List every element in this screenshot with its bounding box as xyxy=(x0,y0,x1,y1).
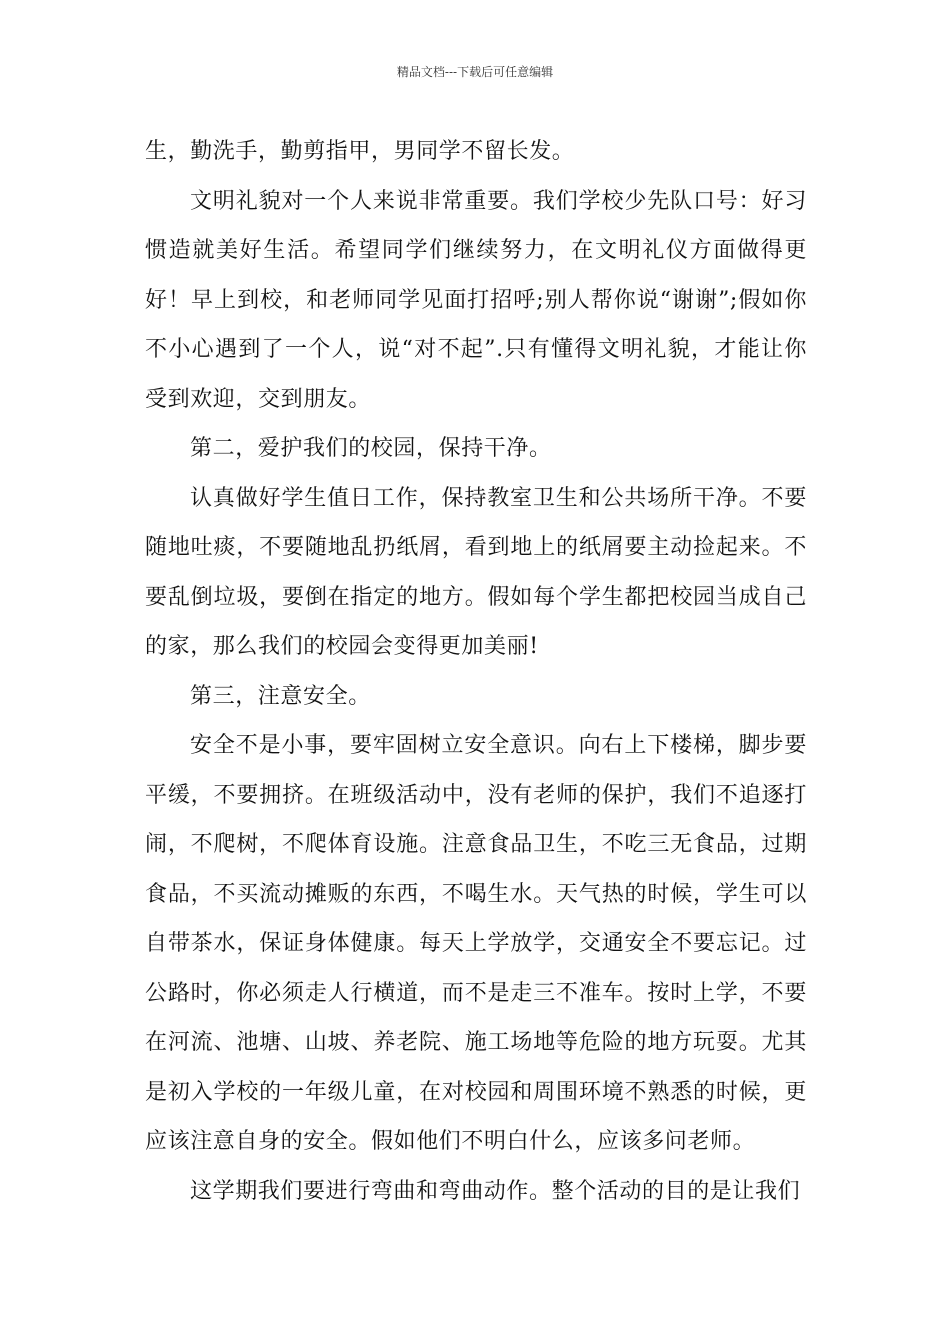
paragraph-4: 认真做好学生值日工作，保持教室卫生和公共场所干净。不要随地吐痰，不要随地乱扔纸屑，看到地上的纸屑要主动捡起来。不要乱倒垃圾，要倒在指定的地方。假如每个学生都把校园当成自己的家，那么我们的校园会变得更加美丽! xyxy=(145,485,807,659)
paragraph-3-heading: 第二，爱护我们的校园，保持干净。 xyxy=(190,436,552,461)
paragraph-6: 安全不是小事，要牢固树立安全意识。向右上下楼梯，脚步要平缓，不要拥挤。在班级活动中，没有老师的保护，我们不追逐打闹，不爬树，不爬体育设施。注意食品卫生，不吃三无食品，过期食品，不买流动摊贩的东西，不喝生水。天气热的时候，学生可以自带茶水，保证身体健康。每天上学放学，交通安全不要忘记。过公路时，你必须走人行横道，而不是走三不准车。按时上学，不要在河流、池塘、山坡、养老院、施工场地等危险的地方玩耍。尤其是初入学校的一年级儿童，在对校园和周围环境不熟悉的时候，更应该注意自身的安全。假如他们不明白什么，应该多问老师。 xyxy=(145,733,807,1154)
document-body xyxy=(145,127,807,1216)
paragraph-1: 生，勤洗手，勤剪指甲，男同学不留长发。 xyxy=(145,139,575,164)
paragraph-7: 这学期我们要进行弯曲和弯曲动作。整个活动的目的是让我们 xyxy=(190,1178,801,1204)
page-header: 精品文档---下载后可任意编辑 xyxy=(396,65,554,79)
paragraph-5-heading: 第三，注意安全。 xyxy=(190,683,371,709)
paragraph-2: 文明礼貌对一个人来说非常重要。我们学校少先队口号：好习惯造就美好生活。希望同学们继续努力，在文明礼仪方面做得更好！早上到校，和老师同学见面打招呼;别人帮你说“谢谢”;假如你不小心遇到了一个人，说“对不起”.只有懂得文明礼貌，才能让你受到欢迎，交到朋友。 xyxy=(145,188,807,412)
